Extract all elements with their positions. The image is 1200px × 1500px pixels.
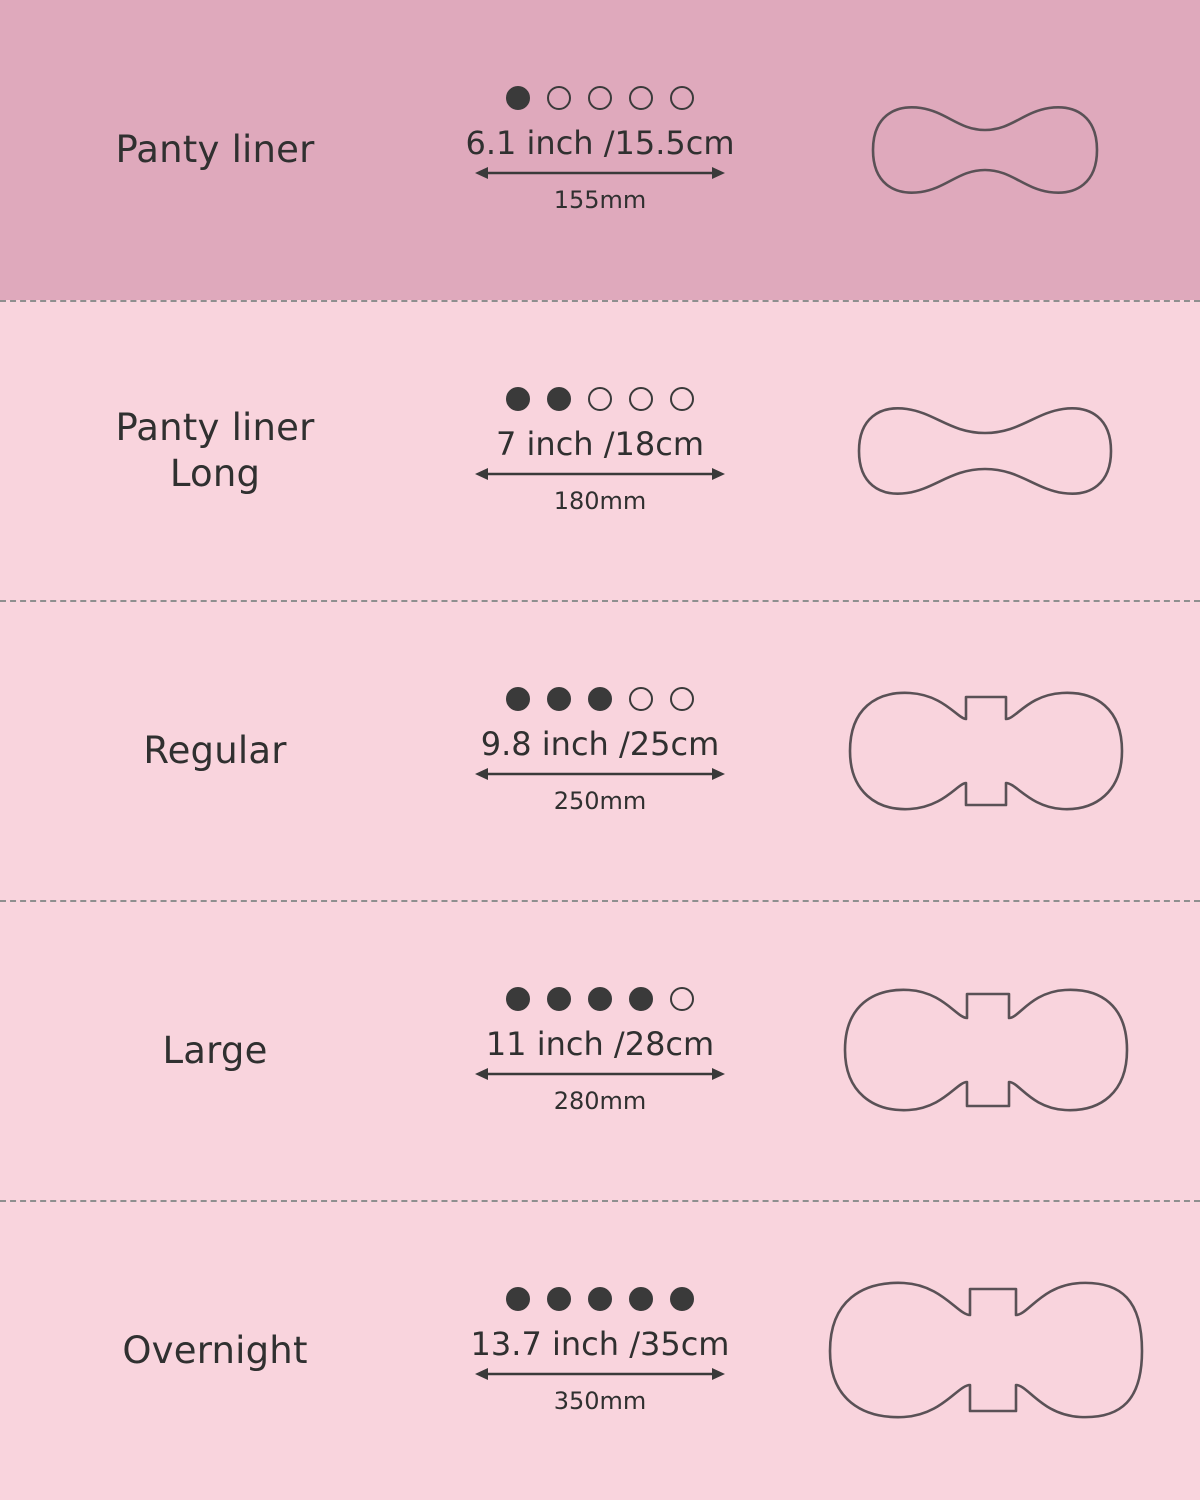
dot-filled <box>506 1287 530 1311</box>
dot-filled <box>506 687 530 711</box>
dot-filled <box>506 387 530 411</box>
row-label-line1: Regular <box>143 728 287 772</box>
size-text: 11 inch /28cm <box>485 1025 715 1063</box>
dot-empty <box>629 687 653 711</box>
dot-empty <box>588 387 612 411</box>
row-measure-cell <box>430 687 770 815</box>
dot-filled <box>588 1287 612 1311</box>
row-label-line1: Panty liner <box>115 127 315 171</box>
length-arrow <box>475 164 725 182</box>
row-measure-cell <box>430 987 770 1115</box>
absorbency-dots <box>506 1287 694 1311</box>
row-shape-cell <box>770 976 1200 1126</box>
size-text: 6.1 inch /15.5cm <box>465 124 735 162</box>
dot-filled <box>588 987 612 1011</box>
length-arrow <box>475 465 725 483</box>
dot-filled <box>629 1287 653 1311</box>
row-label-line1: Large <box>162 1028 268 1072</box>
row-shape-cell <box>770 679 1200 824</box>
dot-filled <box>547 387 571 411</box>
dot-empty <box>629 387 653 411</box>
dot-empty <box>547 86 571 110</box>
row-label-line1: Panty liner <box>115 405 315 449</box>
dot-empty <box>670 687 694 711</box>
row-label <box>115 127 314 173</box>
dot-filled <box>547 987 571 1011</box>
chart-row-regular <box>0 600 1200 900</box>
row-measure-cell <box>430 387 770 515</box>
dot-empty <box>670 387 694 411</box>
mm-text: 350mm <box>553 1387 647 1415</box>
row-label-cell <box>0 1328 430 1374</box>
mm-text: 155mm <box>553 186 647 214</box>
absorbency-dots <box>506 987 694 1011</box>
dot-empty <box>629 86 653 110</box>
chart-row-panty-liner-long <box>0 300 1200 600</box>
length-arrow <box>475 1365 725 1383</box>
row-label-cell <box>0 1028 430 1074</box>
mm-text: 180mm <box>553 487 647 515</box>
dot-filled <box>506 987 530 1011</box>
chart-row-large <box>0 900 1200 1200</box>
row-label <box>115 405 314 498</box>
row-shape-cell <box>770 391 1200 511</box>
dot-empty <box>670 86 694 110</box>
row-label-line1: Overnight <box>122 1328 308 1372</box>
row-label-cell <box>0 728 430 774</box>
length-arrow <box>475 765 725 783</box>
chart-row-overnight <box>0 1200 1200 1500</box>
pad-shape-liner-icon <box>845 391 1125 511</box>
size-text: 13.7 inch /35cm <box>470 1325 730 1363</box>
dot-filled <box>588 687 612 711</box>
dot-filled <box>547 687 571 711</box>
row-label <box>122 1328 307 1374</box>
chart-row-panty-liner <box>0 0 1200 300</box>
dot-filled <box>506 86 530 110</box>
dot-empty <box>670 987 694 1011</box>
absorbency-dots <box>506 687 694 711</box>
row-label-line2: Long <box>169 452 261 495</box>
row-measure-cell <box>430 1287 770 1415</box>
row-shape-cell <box>770 1269 1200 1434</box>
row-label <box>162 1028 267 1074</box>
pad-shape-winged-icon <box>835 976 1135 1126</box>
row-shape-cell <box>770 90 1200 210</box>
pad-shape-winged-icon <box>820 1269 1150 1434</box>
row-measure-cell <box>430 86 770 214</box>
mm-text: 280mm <box>553 1087 647 1115</box>
dot-filled <box>547 1287 571 1311</box>
pad-shape-winged-icon <box>840 679 1130 824</box>
length-arrow <box>475 1065 725 1083</box>
dot-filled <box>629 987 653 1011</box>
size-text: 7 inch /18cm <box>495 425 704 463</box>
mm-text: 250mm <box>553 787 647 815</box>
row-label-cell <box>0 405 430 498</box>
pad-shape-liner-icon <box>855 90 1115 210</box>
absorbency-dots <box>506 86 694 110</box>
dot-filled <box>670 1287 694 1311</box>
dot-empty <box>588 86 612 110</box>
row-label <box>143 728 286 774</box>
absorbency-dots <box>506 387 694 411</box>
size-text: 9.8 inch /25cm <box>480 725 720 763</box>
row-label-cell <box>0 127 430 173</box>
